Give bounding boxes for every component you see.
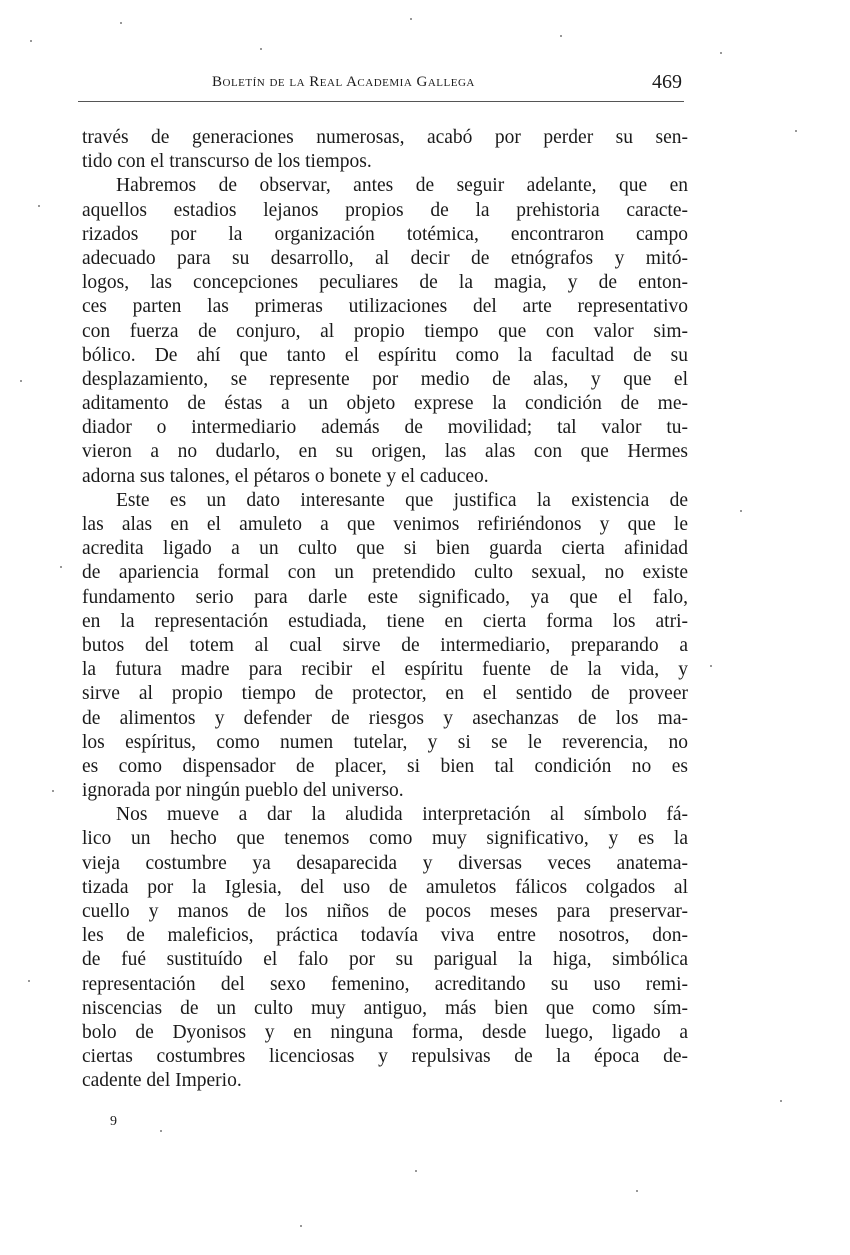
scan-speck (300, 1225, 302, 1227)
text-line: lico un hecho que tenemos como muy significativo, y es la (82, 828, 688, 850)
text-line: logos, las concepciones peculiares de la magia, y de enton- (82, 272, 688, 294)
text-line: bolo de Dyonisos y en ninguna forma, desde luego, ligado a (82, 1021, 688, 1043)
text-line: tido con el transcurso de los tiempos. (82, 151, 372, 173)
scan-speck (52, 790, 54, 792)
text-line: vieron a no dudarlo, en su origen, las alas con que Hermes (82, 441, 688, 463)
journal-title: Boletín de la Real Academia Gallega (212, 74, 475, 90)
scan-speck (260, 48, 262, 50)
text-line: en la representación estudiada, tiene en cierta forma los atri- (82, 610, 688, 632)
text-line: Habremos de observar, antes de seguir adelante, que en (116, 175, 688, 197)
scan-speck (560, 35, 562, 37)
scan-speck (38, 205, 40, 207)
scan-speck (795, 130, 797, 132)
text-line: ignorada por ningún pueblo del universo. (82, 780, 404, 802)
scan-speck (60, 566, 62, 568)
running-head (200, 71, 690, 100)
text-line: de alimentos y defender de riesgos y asechanzas de los ma- (82, 707, 688, 729)
scan-speck (710, 665, 712, 667)
text-line: vieja costumbre ya desaparecida y diversas veces anatema- (82, 852, 688, 874)
text-line: ces parten las primeras utilizaciones del arte representativo (82, 296, 688, 318)
text-line: es como dispensador de placer, si bien tal condición no es (82, 755, 688, 777)
scan-speck (410, 18, 412, 20)
text-line: de fué sustituído el falo por su parigual la higa, simbólica (82, 949, 688, 971)
text-line: cuello y manos de los niños de pocos meses para preservar- (82, 901, 688, 922)
text-line: cadente del Imperio. (82, 1070, 242, 1092)
text-line: aquellos estadios lejanos propios de la prehistoria caracte- (82, 199, 688, 221)
scan-speck (28, 980, 30, 982)
text-line: través de generaciones numerosas, acabó por perder su sen- (82, 127, 688, 148)
text-line: la futura madre para recibir el espíritu fuente de la vida, y (82, 659, 688, 681)
scan-speck (120, 22, 122, 24)
text-line: los espíritus, como numen tutelar, y si se le reverencia, no (82, 731, 688, 753)
text-line: Nos mueve a dar la aludida interpretación al símbolo fá- (116, 804, 688, 826)
text-line: rizados por la organización totémica, encontraron campo (82, 223, 688, 245)
text-line: acredita ligado a un culto que si bien guarda cierta afinidad (82, 538, 688, 560)
text-line: ciertas costumbres licenciosas y repulsivas de la época de- (82, 1046, 688, 1068)
text-line: con fuerza de conjuro, al propio tiempo que con valor sim- (82, 320, 688, 342)
text-line: representación del sexo femenino, acreditando su uso remi- (82, 973, 688, 995)
body-text (82, 126, 688, 1094)
text-line: diador o intermediario además de movilidad; tal valor tu- (82, 417, 688, 439)
text-line: niscencias de un culto muy antiguo, más bien que como sím- (82, 997, 688, 1019)
text-line: aditamento de éstas a un objeto exprese la condición de me- (82, 393, 688, 415)
header-rule (78, 101, 684, 102)
text-line: adorna sus talones, el pétaros o bonete y el caduceo. (82, 465, 489, 487)
text-line: adecuado para su desarrollo, al decir de etnógrafos y mitó- (82, 247, 688, 269)
page-number: 469 (652, 71, 682, 93)
text-line: fundamento serio para darle este significado, ya que el falo, (82, 586, 688, 608)
scan-speck (740, 510, 742, 512)
scan-speck (415, 1170, 417, 1172)
text-line: de apariencia formal con un pretendido culto sexual, no existe (82, 562, 688, 584)
text-line: las alas en el amuleto a que venimos refiriéndonos y que le (82, 514, 688, 535)
scan-speck (636, 1190, 638, 1192)
scan-speck (30, 40, 32, 42)
text-line: les de maleficios, práctica todavía viva entre nosotros, don- (82, 925, 688, 947)
text-line: butos del totem al cual sirve de intermediario, preparando a (82, 634, 688, 656)
text-line: sirve al propio tiempo de protector, en el sentido de proveer (82, 683, 688, 705)
scan-speck (720, 52, 722, 54)
scan-speck (780, 1100, 782, 1102)
text-line: desplazamiento, se represente por medio de alas, y que el (82, 368, 688, 390)
text-line: tizada por la Iglesia, del uso de amuletos fálicos colgados al (82, 876, 688, 898)
text-line: bólico. De ahí que tanto el espíritu como la facultad de su (82, 344, 688, 366)
printer-signature-mark: 9 (110, 1114, 117, 1129)
text-line: Este es un dato interesante que justifica la existencia de (116, 489, 688, 511)
scan-speck (20, 380, 22, 382)
scan-speck (160, 1130, 162, 1132)
